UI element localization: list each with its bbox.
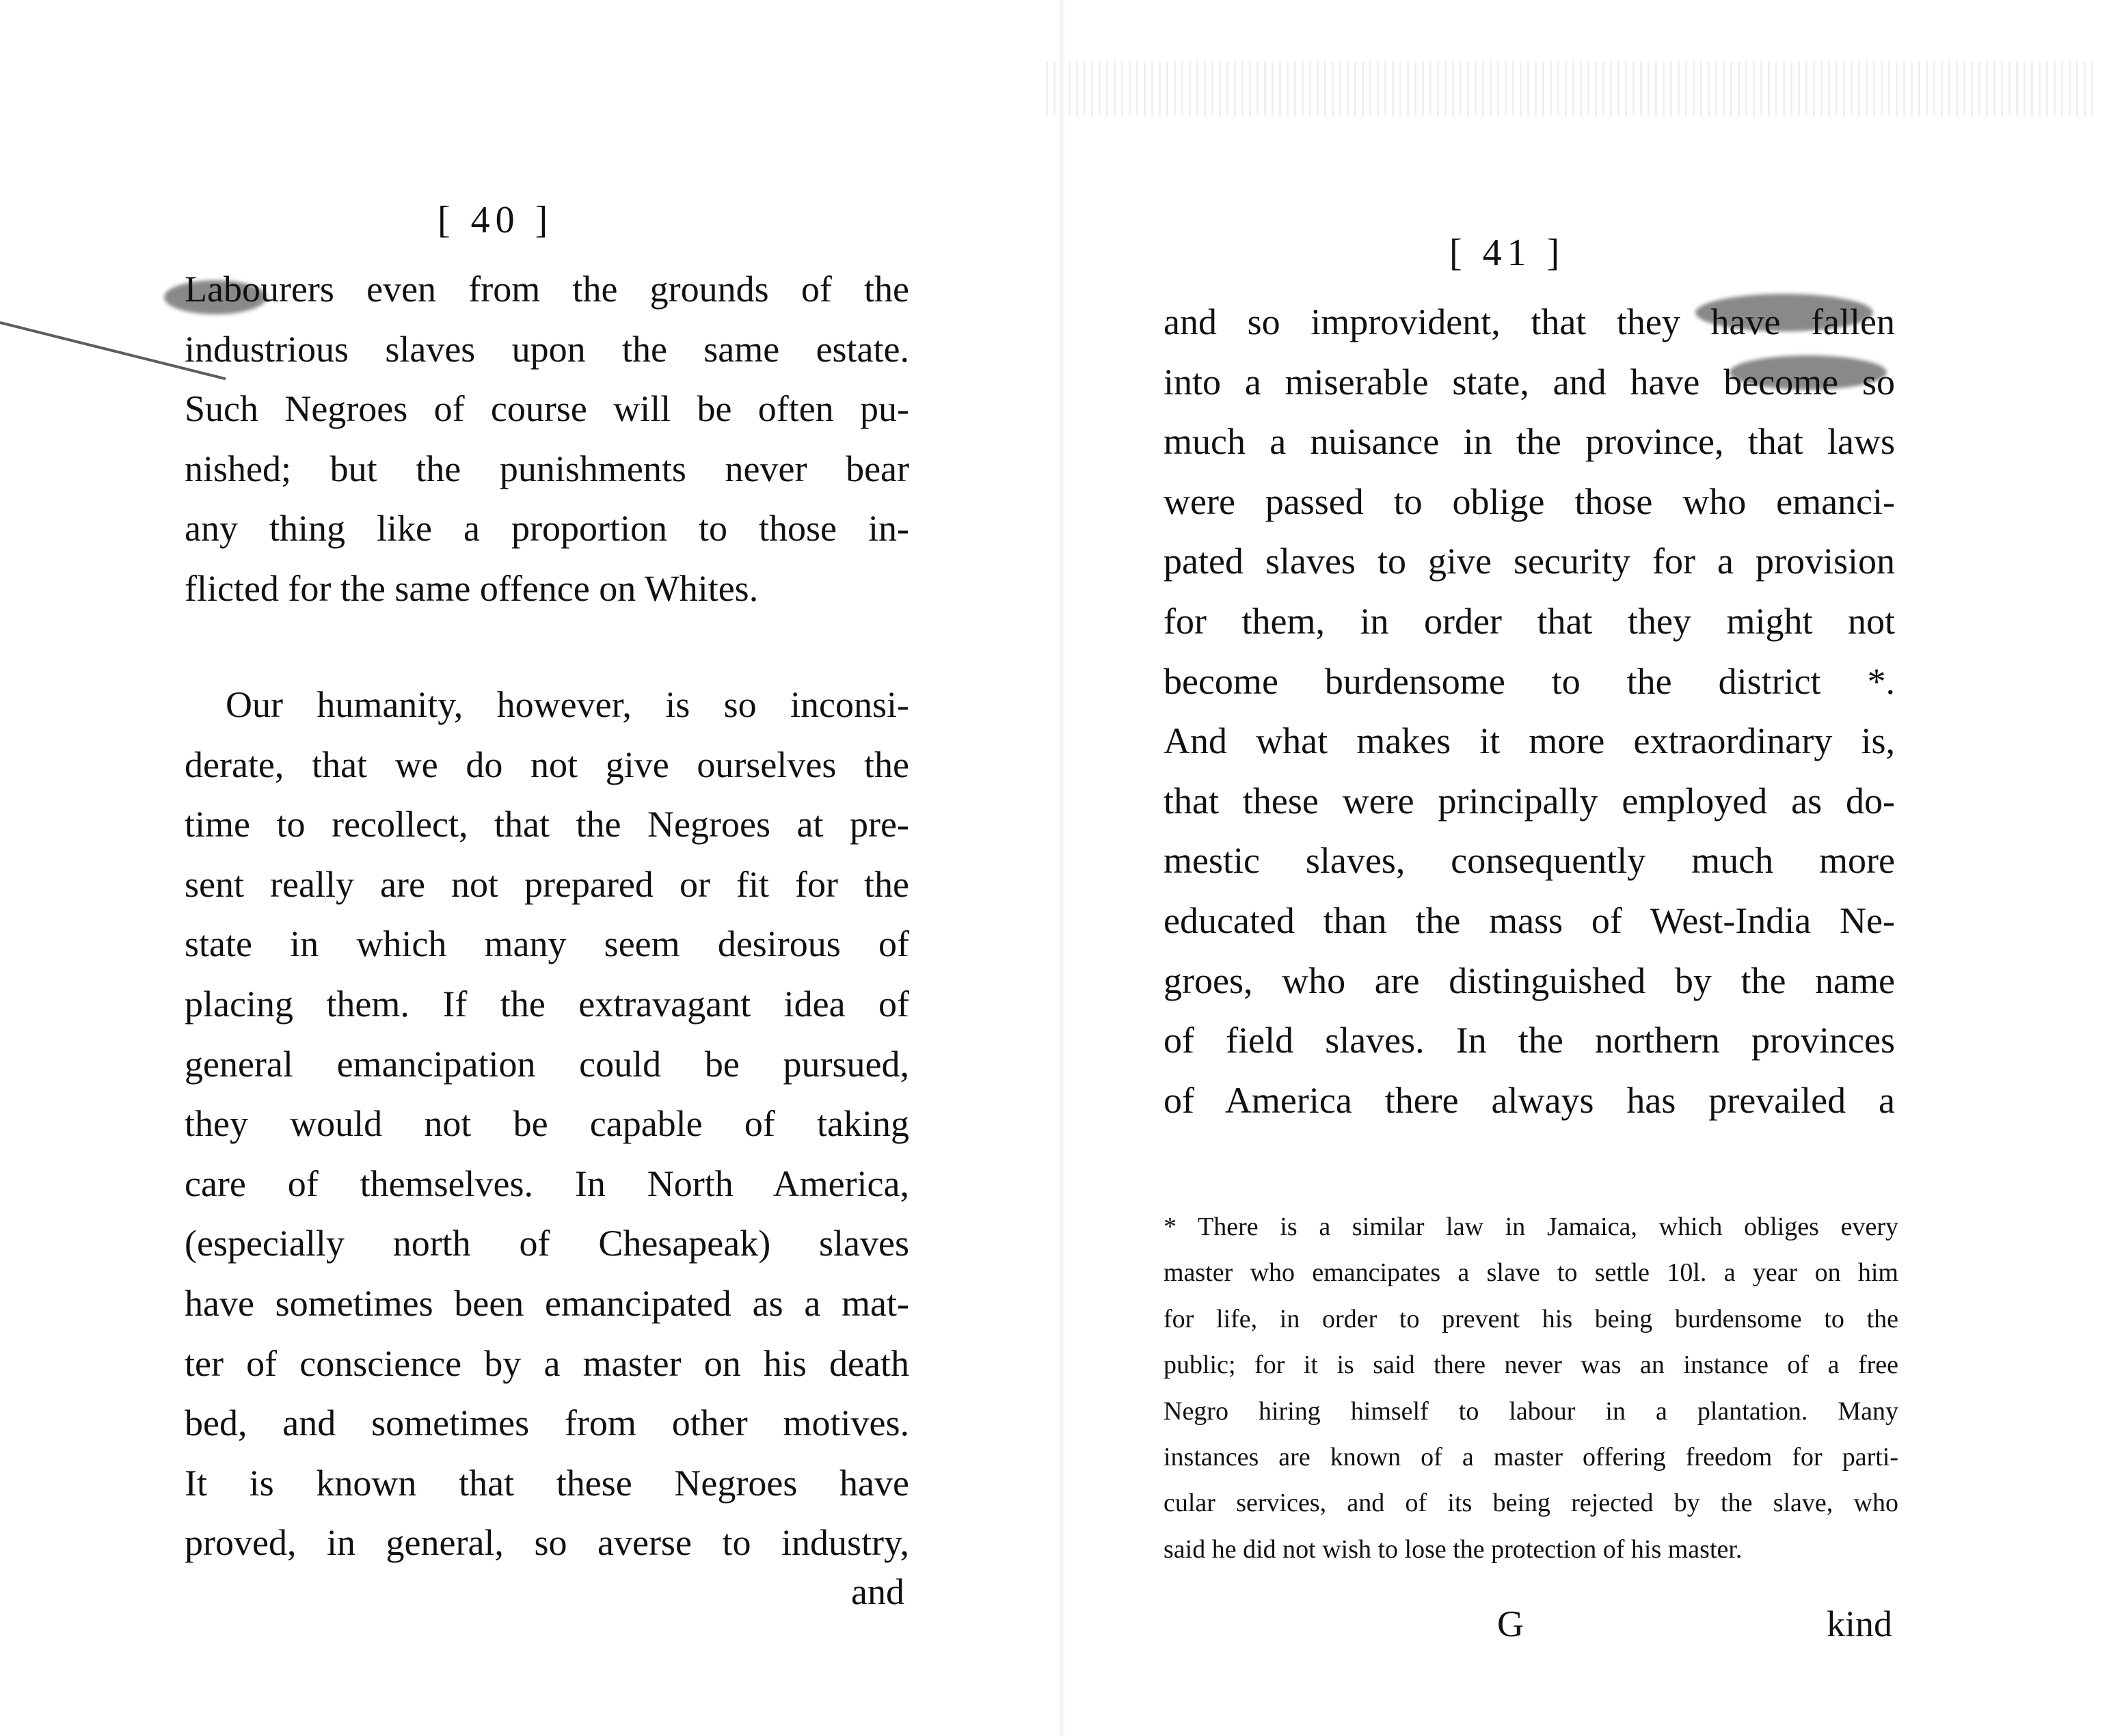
text-line: any thing like a proportion to those in-: [185, 508, 909, 550]
text-line: (especially north of Chesapeak) slaves: [185, 1223, 909, 1264]
text-line: they would not be capable of taking: [185, 1103, 909, 1145]
left-paragraph-2: [185, 675, 909, 1573]
page-number-left: [ 40 ]: [438, 199, 554, 241]
catchword-left: and: [851, 1571, 904, 1612]
text-line: bed, and sometimes from other motives.: [185, 1402, 909, 1444]
footnote-line: master who emancipates a slave to settle 10l. a year on him: [1164, 1258, 1898, 1288]
footnote: [1164, 1204, 1898, 1573]
footnote-line: public; for it is said there never was an instance of a free: [1164, 1351, 1898, 1380]
footnote-line: Negro hiring himself to labour in a plantation. Many: [1164, 1396, 1898, 1426]
text-line: industrious slaves upon the same estate.: [185, 328, 909, 370]
signature-mark: G: [1497, 1603, 1524, 1644]
catchword-right: kind: [1827, 1603, 1893, 1644]
text-line: mestic slaves, consequently much more: [1164, 840, 1895, 882]
text-line: become burdensome to the district *.: [1164, 660, 1895, 702]
text-line: time to recollect, that the Negroes at pre-: [185, 804, 909, 845]
text-line: placing them. If the extravagant idea of: [185, 983, 909, 1025]
footnote-line: * There is a similar law in Jamaica, which obliges every: [1164, 1212, 1898, 1241]
text-line: derate, that we do not give ourselves the: [185, 744, 909, 785]
text-line: sent really are not prepared or fit for the: [185, 863, 909, 905]
page-number-right: [ 41 ]: [1449, 232, 1565, 274]
text-line: for them, in order that they might not: [1164, 600, 1895, 642]
text-line: ter of conscience by a master on his death: [185, 1342, 909, 1384]
text-line: care of themselves. In North America,: [185, 1163, 909, 1204]
text-line: proved, in general, so averse to industry,: [185, 1522, 909, 1564]
footnote-line: said he did not wish to lose the protection of his master.: [1164, 1534, 1743, 1564]
text-line: and so improvident, that they have fallen: [1164, 301, 1895, 342]
text-line: general emancipation could be pursued,: [185, 1043, 909, 1085]
text-line: nished; but the punishments never bear: [185, 448, 909, 489]
text-line: It is known that these Negroes have: [185, 1462, 909, 1504]
text-line: educated than the mass of West-India Ne-: [1164, 899, 1895, 941]
text-line: that these were principally employed as do-: [1164, 780, 1895, 822]
right-paragraph: [1164, 293, 1895, 1130]
text-line: flicted for the same offence on Whites.: [185, 567, 759, 609]
footnote-line: for life, in order to prevent his being burdensome to the: [1164, 1304, 1898, 1333]
footnote-line: instances are known of a master offering freedom for parti-: [1164, 1443, 1898, 1472]
text-line: pated slaves to give security for a provision: [1164, 541, 1895, 582]
text-line: were passed to oblige those who emanci-: [1164, 480, 1895, 522]
text-line: much a nuisance in the province, that laws: [1164, 421, 1895, 463]
text-line: Our humanity, however, is so inconsi-: [226, 684, 909, 725]
text-line: state in which many seem desirous of: [185, 923, 909, 965]
footnote-line: cular services, and of its being rejected by the slave, who: [1164, 1489, 1898, 1518]
text-line: into a miserable state, and have become so: [1164, 361, 1895, 403]
text-line: of field slaves. In the northern provinces: [1164, 1020, 1895, 1061]
left-paragraph-1: [185, 260, 909, 619]
text-line: groes, who are distinguished by the name: [1164, 960, 1895, 1001]
text-line: Labourers even from the grounds of the: [185, 269, 909, 310]
text-line: And what makes it more extraordinary is,: [1164, 720, 1895, 762]
text-line: Such Negroes of course will be often pu-: [185, 388, 909, 430]
text-line: have sometimes been emancipated as a mat-: [185, 1282, 909, 1324]
text-line: of America there always has prevailed a: [1164, 1079, 1895, 1121]
